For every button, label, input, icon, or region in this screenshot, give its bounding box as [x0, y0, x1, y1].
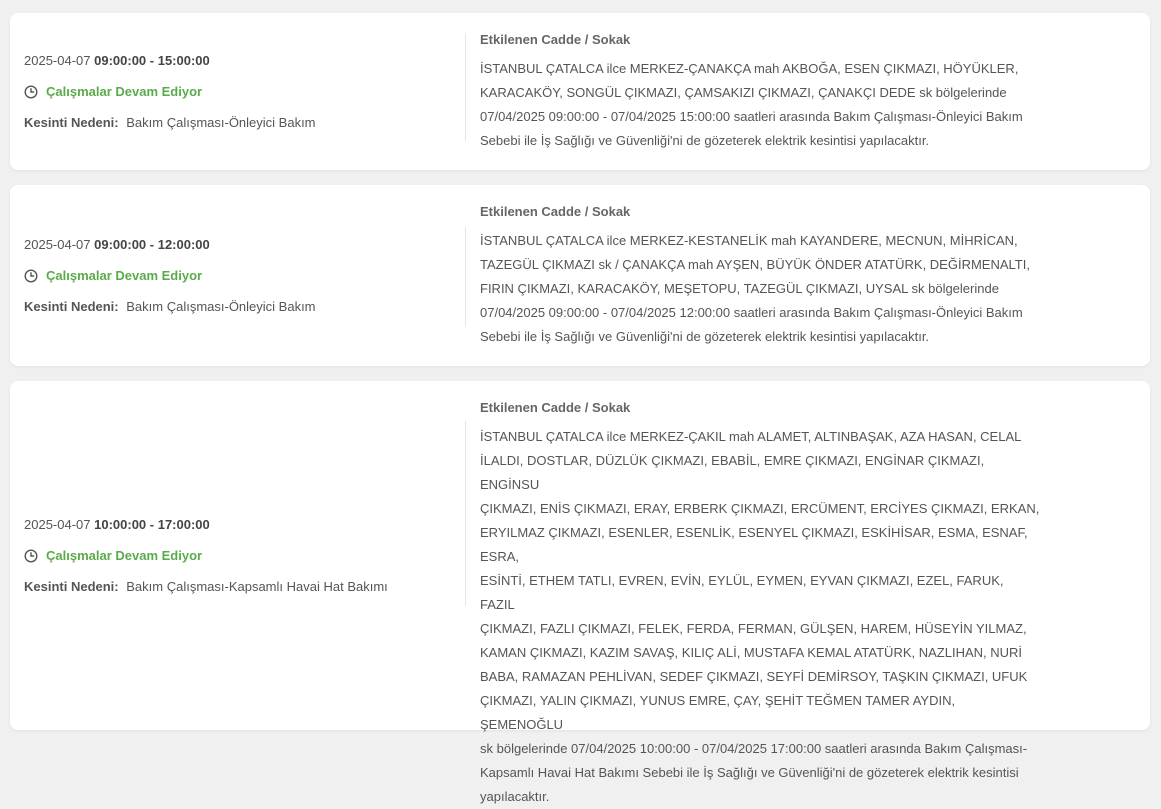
status-text: Çalışmalar Devam Ediyor: [46, 547, 203, 563]
text-line: Sebebi ile İş Sağlığı ve Güvenliği'ni de gözeterek elektrik kesintisi yapılacaktır.: [480, 133, 930, 148]
text-line: sk bölgelerinde 07/04/2025 10:00:00 - 07/04/2025 17:00:00 saatleri arasında Bakım Çalışması-: [480, 741, 1028, 756]
vertical-divider: [465, 227, 466, 327]
outage-date: 2025-04-07: [24, 516, 91, 532]
clock-icon: [24, 549, 38, 563]
affected-streets-heading: Etkilenen Cadde / Sokak: [480, 204, 631, 219]
affected-streets: [480, 203, 1040, 349]
status-text: Çalışmalar Devam Ediyor: [46, 267, 203, 283]
text-line: ÇIKMAZI, YALIN ÇIKMAZI, YUNUS EMRE, ÇAY, ŞEHİT TEĞMEN TAMER AYDIN, ŞEMENOĞLU: [480, 693, 956, 732]
outage-reason: [24, 578, 444, 596]
status-indicator: [24, 547, 444, 565]
outage-datetime: [24, 236, 444, 254]
reason-value: Bakım Çalışması-Önleyici Bakım: [126, 298, 316, 314]
outage-time-range: 10:00:00 - 17:00:00: [94, 516, 210, 532]
text-line: İSTANBUL ÇATALCA ilce MERKEZ-ÇAKIL mah ALAMET, ALTINBAŞAK, AZA HASAN, CELAL: [480, 429, 1022, 444]
vertical-divider: [465, 33, 466, 141]
text-line: FIRIN ÇIKMAZI, KARACAKÖY, MEŞETOPU, TAZEGÜL ÇIKMAZI, UYSAL sk bölgelerinde: [480, 281, 999, 296]
reason-value: Bakım Çalışması-Kapsamlı Havai Hat Bakımı: [126, 578, 388, 594]
text-line: KAMAN ÇIKMAZI, KAZIM SAVAŞ, KILIÇ ALİ, MUSTAFA KEMAL ATATÜRK, NAZLIHAN, NURİ: [480, 645, 1023, 660]
reason-label: Kesinti Nedeni:: [24, 114, 119, 130]
affected-streets: [480, 31, 1040, 153]
outage-time-range: 09:00:00 - 12:00:00: [94, 236, 210, 252]
outage-datetime: [24, 516, 444, 534]
text-line: TAZEGÜL ÇIKMAZI sk / ÇANAKÇA mah AYŞEN, BÜYÜK ÖNDER ATATÜRK, DEĞİRMENALTI,: [480, 257, 1030, 272]
text-line: İLALDI, DOSTLAR, DÜZLÜK ÇIKMAZI, EBABİL, EMRE ÇIKMAZI, ENGİNAR ÇIKMAZI, ENGİNSU: [480, 453, 985, 492]
affected-streets-text: [480, 229, 1040, 349]
outage-summary: [24, 516, 444, 596]
outage-reason: [24, 298, 444, 316]
outage-card: [10, 13, 1150, 170]
text-line: İSTANBUL ÇATALCA ilce MERKEZ-KESTANELİK mah KAYANDERE, MECNUN, MİHRİCAN,: [480, 233, 1018, 248]
clock-icon: [24, 85, 38, 99]
affected-streets-heading: Etkilenen Cadde / Sokak: [480, 32, 631, 47]
outage-time-range: 09:00:00 - 15:00:00: [94, 52, 210, 68]
text-line: Kapsamlı Havai Hat Bakımı Sebebi ile İş Sağlığı ve Güvenliği'ni de gözeterek elektrik kesintisi: [480, 765, 1019, 780]
text-line: ÇIKMAZI, ENİS ÇIKMAZI, ERAY, ERBERK ÇIKMAZI, ERCÜMENT, ERCİYES ÇIKMAZI, ERKAN,: [480, 501, 1040, 516]
reason-value: Bakım Çalışması-Önleyici Bakım: [126, 114, 316, 130]
outage-reason: [24, 114, 444, 132]
text-line: KARACAKÖY, SONGÜL ÇIKMAZI, ÇAMSAKIZI ÇIKMAZI, ÇANAKÇI DEDE sk bölgelerinde: [480, 85, 1007, 100]
text-line: yapılacaktır.: [480, 789, 550, 804]
outage-date: 2025-04-07: [24, 52, 91, 68]
text-line: ESİNTİ, ETHEM TATLI, EVREN, EVİN, EYLÜL, EYMEN, EYVAN ÇIKMAZI, EZEL, FARUK, FAZIL: [480, 573, 1004, 612]
reason-label: Kesinti Nedeni:: [24, 578, 119, 594]
affected-streets-text: [480, 425, 1040, 809]
status-text: Çalışmalar Devam Ediyor: [46, 83, 203, 99]
text-line: ÇIKMAZI, FAZLI ÇIKMAZI, FELEK, FERDA, FERMAN, GÜLŞEN, HAREM, HÜSEYİN YILMAZ,: [480, 621, 1027, 636]
vertical-divider: [465, 421, 466, 606]
outage-summary: [24, 52, 444, 132]
reason-label: Kesinti Nedeni:: [24, 298, 119, 314]
affected-streets-heading: Etkilenen Cadde / Sokak: [480, 400, 631, 415]
affected-streets: [480, 399, 1040, 809]
clock-icon: [24, 269, 38, 283]
outage-card: [10, 185, 1150, 366]
status-indicator: [24, 83, 444, 101]
outage-date: 2025-04-07: [24, 236, 91, 252]
affected-streets-text: [480, 57, 1040, 153]
text-line: Sebebi ile İş Sağlığı ve Güvenliği'ni de gözeterek elektrik kesintisi yapılacaktır.: [480, 329, 930, 344]
outage-card: [10, 381, 1150, 804]
outage-summary: [24, 236, 444, 316]
outage-datetime: [24, 52, 444, 70]
status-indicator: [24, 267, 444, 285]
text-line: İSTANBUL ÇATALCA ilce MERKEZ-ÇANAKÇA mah AKBOĞA, ESEN ÇIKMAZI, HÖYÜKLER,: [480, 61, 1019, 76]
text-line: ERYILMAZ ÇIKMAZI, ESENLER, ESENLİK, ESENYEL ÇIKMAZI, ESKİHİSAR, ESMA, ESNAF, ESRA,: [480, 525, 1028, 564]
text-line: 07/04/2025 09:00:00 - 07/04/2025 15:00:00 saatleri arasında Bakım Çalışması-Önleyici Bakım: [480, 109, 1023, 124]
text-line: BABA, RAMAZAN PEHLİVAN, SEDEF ÇIKMAZI, SEYFİ DEMİRSOY, TAŞKIN ÇIKMAZI, UFUK: [480, 669, 1028, 684]
text-line: 07/04/2025 09:00:00 - 07/04/2025 12:00:00 saatleri arasında Bakım Çalışması-Önleyici Bakım: [480, 305, 1023, 320]
